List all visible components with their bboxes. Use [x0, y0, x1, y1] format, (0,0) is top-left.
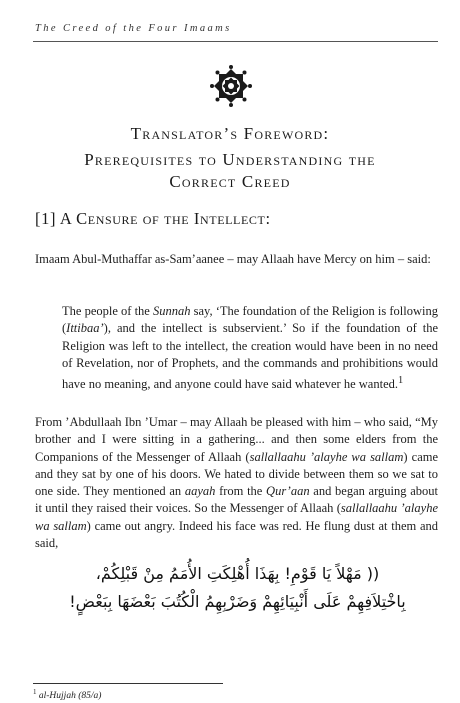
narration-paragraph: From ’Abdullaah Ibn ’Umar – may Allaah be pleased with him – who said, “My brother and I were sitting in a gathering... and then some elders from the Companions of the Messenger of Allaah (sallallaahu ’alayhe wa sallam) came and they sat by one of his doors. We hated to divide between them so we sat to one side. They mentioned an aayah from the Qur’aan and began arguing about it until they raised their voices. So the Messenger of Allaah (sallallaahu ’alayhe wa sallam) came out angry. Indeed his face was red. He flung dust at them and said,: [35, 415, 439, 551]
footnote-marker[interactable]: 1: [398, 375, 404, 387]
subtitle-line-2: Correct Creed: [169, 172, 291, 191]
octagonal-star-ornament-icon: [209, 64, 253, 108]
arabic-hadith-line-2: بِاخْتِلاَفِهِمْ عَلَى أَنْبِيَائِهِمْ وَضَرْبِهِمُ الْكُتُبَ بَعْضَهَا بِبَعْضٍ!: [69, 592, 406, 611]
footnote: [33, 688, 101, 701]
term-quraan: Qur’aan: [266, 484, 310, 499]
running-header: The Creed of the Four Imaams: [35, 23, 232, 34]
subtitle-line-1: Prerequisites to Understanding the: [84, 150, 376, 169]
intro-paragraph: Imaam Abul-Muthaffar as-Sam’aanee – may Allaah have Mercy on him – said:: [35, 252, 431, 266]
salutation: sallallaahu ’alayhe wa sallam: [35, 501, 438, 533]
footnote-number: 1: [33, 688, 37, 696]
foreword-heading: Translator’s Foreword:: [130, 124, 330, 143]
footnote-rule: [33, 683, 223, 684]
footnote-text: al-Hujjah (85/a): [38, 691, 102, 702]
block-quote: The people of the Sunnah say, ‘The foundation of the Religion is following (Ittibaa’), and the intellect is subservient.’ So if the foundation of the Religion was left to the intellect, the creation would have been in no need of Revelation, nor of Prophets, and the commands and prohibitions would have no meaning, and anyone could have said whatever he wanted.$^1$: [62, 304, 438, 392]
header-rule: [33, 41, 438, 42]
section-title: [1] A Censure of the Intellect:: [35, 209, 271, 228]
term-sunnah: Sunnah: [152, 304, 191, 318]
term-ittibaa: Ittibaa’: [66, 321, 104, 336]
term-aayah: aayah: [184, 484, 216, 499]
salutation: sallallaahu ’alayhe wa sallam: [249, 449, 404, 464]
arabic-hadith-line-1: (( مَهْلاً يَا قَوْمِ! بِهَذَا أُهْلِكَتِ الأُمَمُ مِنْ قَبْلِكُمْ،: [95, 564, 380, 583]
